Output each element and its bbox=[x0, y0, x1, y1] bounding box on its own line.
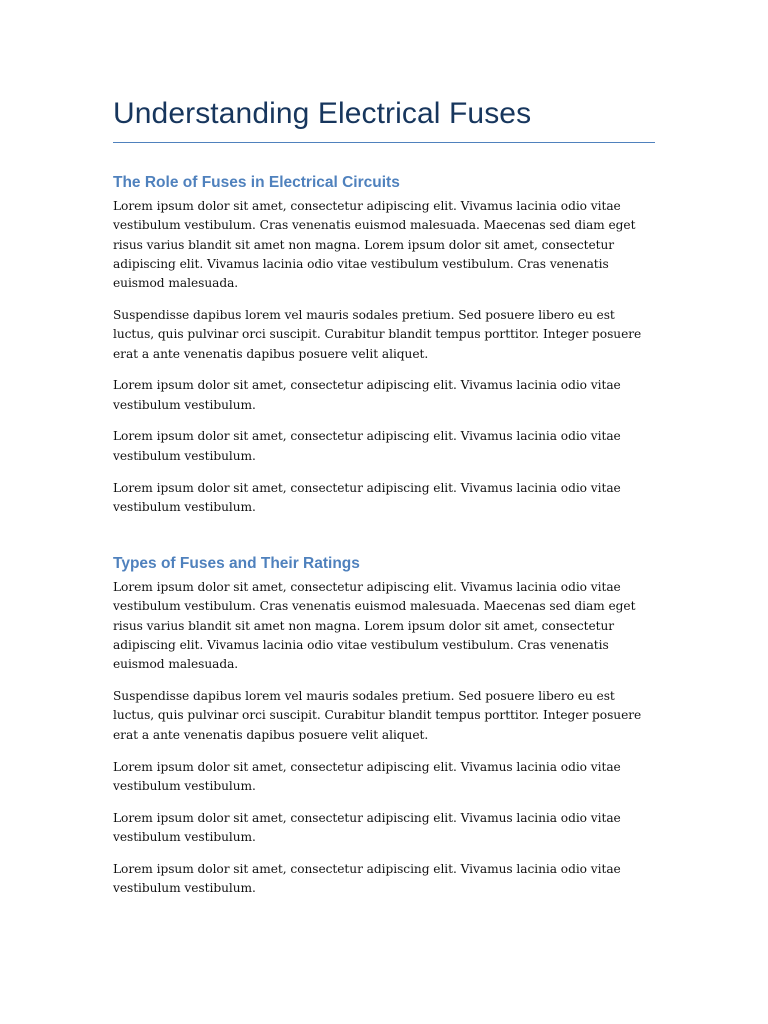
document-title: Understanding Electrical Fuses bbox=[113, 94, 655, 143]
paragraph: Suspendisse dapibus lorem vel mauris sodales pretium. Sed posuere libero eu est luctus, quis pulvinar orci suscipit. Curabitur blandit tempus porttitor. Integer posuere erat a ante venenatis dapibus posuere velit aliquet. bbox=[113, 689, 642, 742]
paragraph: Lorem ipsum dolor sit amet, consectetur adipiscing elit. Vivamus lacinia odio vitae vestibulum vestibulum. bbox=[113, 810, 621, 844]
paragraph: Lorem ipsum dolor sit amet, consectetur adipiscing elit. Vivamus lacinia odio vitae vestibulum vestibulum. bbox=[113, 759, 621, 793]
paragraph: Lorem ipsum dolor sit amet, consectetur adipiscing elit. Vivamus lacinia odio vitae vestibulum vestibulum. bbox=[113, 861, 621, 896]
section-role-of-fuses bbox=[113, 173, 655, 517]
section-heading: The Role of Fuses in Electrical Circuits bbox=[113, 174, 400, 191]
paragraph: Lorem ipsum dolor sit amet, consectetur adipiscing elit. Vivamus lacinia odio vitae vestibulum vestibulum. bbox=[113, 480, 621, 514]
paragraph: Lorem ipsum dolor sit amet, consectetur adipiscing elit. Vivamus lacinia odio vitae vestibulum vestibulum. Cras venenatis euismod malesuada. Maecenas sed diam eget risus varius blandit sit amet non magna. Lorem ipsum dolor sit amet, consectetur adipiscing elit. Vivamus lacinia odio vitae vestibulum vestibulum. Cras venenatis euismod malesuada. bbox=[113, 199, 636, 291]
section-heading: Types of Fuses and Their Ratings bbox=[113, 555, 360, 573]
section-types-of-fuses bbox=[113, 554, 655, 898]
paragraph: Suspendisse dapibus lorem vel mauris sodales pretium. Sed posuere libero eu est luctus, quis pulvinar orci suscipit. Curabitur blandit tempus porttitor. Integer posuere erat a ante venenatis dapibus posuere velit aliquet. bbox=[113, 307, 642, 361]
document-page bbox=[113, 94, 655, 911]
paragraph: Lorem ipsum dolor sit amet, consectetur adipiscing elit. Vivamus lacinia odio vitae vestibulum vestibulum. bbox=[113, 429, 621, 463]
paragraph: Lorem ipsum dolor sit amet, consectetur adipiscing elit. Vivamus lacinia odio vitae vestibulum vestibulum. Cras venenatis euismod malesuada. Maecenas sed diam eget risus varius blandit sit amet non magna. Lorem ipsum dolor sit amet, consectetur adipiscing elit. Vivamus lacinia odio vitae vestibulum vestibulum. Cras venenatis euismod malesuada. bbox=[113, 580, 636, 672]
paragraph: Lorem ipsum dolor sit amet, consectetur adipiscing elit. Vivamus lacinia odio vitae vestibulum vestibulum. bbox=[113, 378, 621, 412]
